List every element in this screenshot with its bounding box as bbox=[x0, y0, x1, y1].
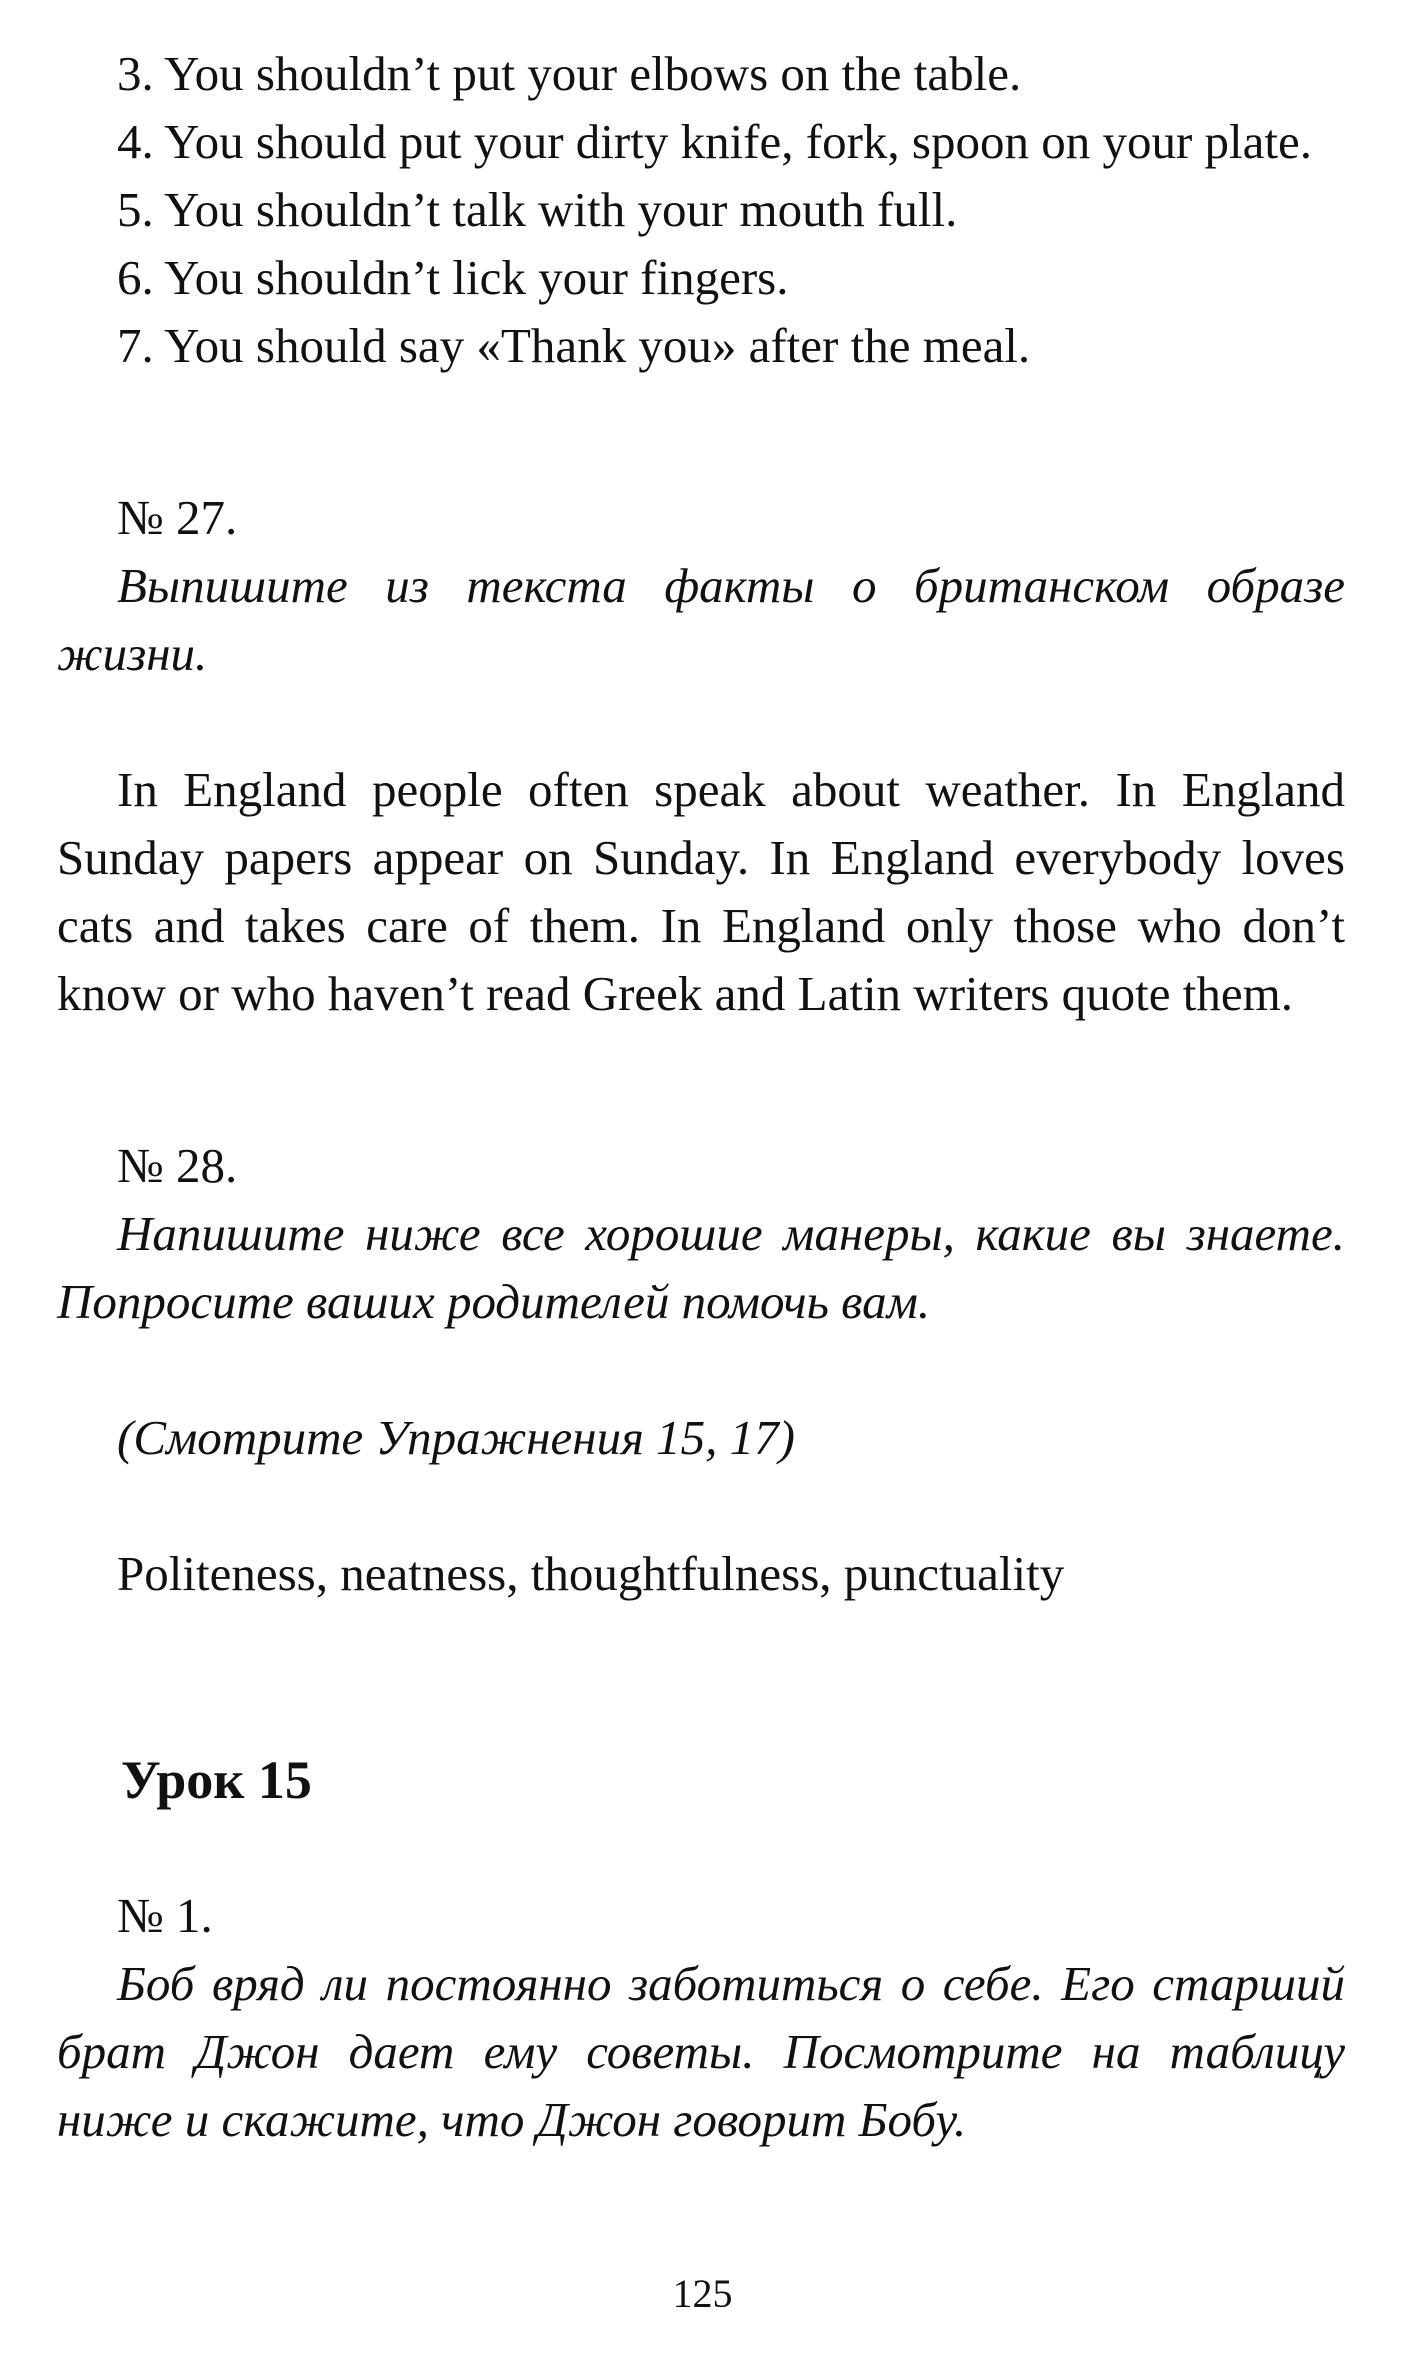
exercise-27-number: № 27. bbox=[117, 490, 238, 545]
exercise-27-task: Выпишите из текста факты о британском образе жизни. bbox=[57, 558, 1345, 681]
list-item-7: 7. You should say «Thank you» after the meal. bbox=[117, 318, 1031, 373]
exercise-28-task: Напишите ниже все хорошие манеры, какие вы знаете. Попросите ваших родителей помочь вам. bbox=[57, 1206, 1345, 1329]
list-item-3: 3. You shouldn’t put your elbows on the table. bbox=[117, 46, 1022, 101]
page-number: 125 bbox=[672, 2271, 733, 2316]
list-item-4: 4. You should put your dirty knife, fork, spoon on your plate. bbox=[117, 114, 1312, 169]
list-item-5: 5. You shouldn’t talk with your mouth full. bbox=[117, 182, 958, 237]
page-content bbox=[57, 40, 1345, 2154]
exercise-1-task: Боб вряд ли постоянно заботиться о себе. Его старший брат Джон дает ему советы. Посмотрите на таблицу ниже и скажите, что Джон говорит Бобу. bbox=[57, 1956, 1345, 2147]
exercise-28-answer: Politeness, neatness, thoughtfulness, punctuality bbox=[117, 1546, 1065, 1601]
list-item-6: 6. You shouldn’t lick your fingers. bbox=[117, 250, 789, 305]
exercise-28-reference: (Смотрите Упражнения 15, 17) bbox=[117, 1410, 795, 1465]
lesson-title: Урок 15 bbox=[121, 1750, 312, 1810]
exercise-1-number: № 1. bbox=[117, 1888, 213, 1943]
exercise-27-answer: In England people often speak about weather. In England Sunday papers appear on Sunday. In England everybody loves cats and takes care of them. In England only those who don’t know or who haven’t read Greek and Latin writers quote them. bbox=[57, 762, 1345, 1021]
exercise-28-number: № 28. bbox=[117, 1138, 238, 1193]
